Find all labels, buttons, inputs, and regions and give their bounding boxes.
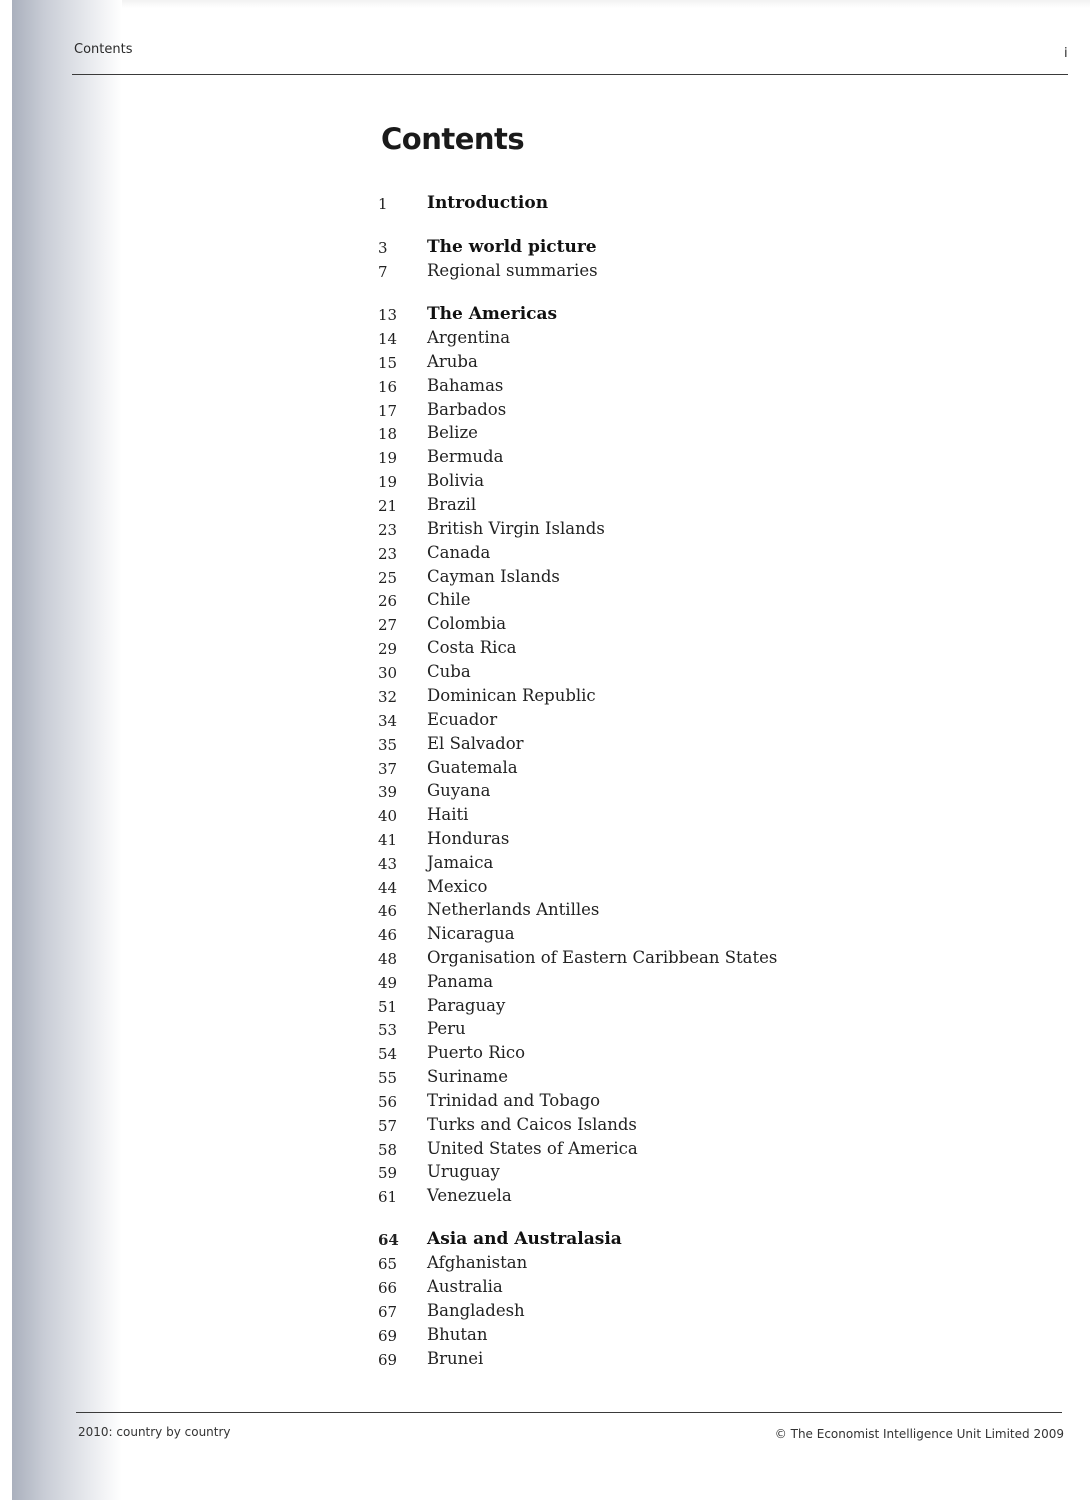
- toc-entry: [376, 566, 836, 588]
- toc-entry-label: Belize: [427, 423, 478, 442]
- toc-entry-label: Haiti: [427, 805, 469, 824]
- toc-entry-label: United States of America: [427, 1139, 638, 1158]
- toc-page-number: 55: [378, 1069, 398, 1087]
- toc-entry-label: Trinidad and Tobago: [427, 1091, 601, 1110]
- toc-page-number: 18: [378, 425, 398, 443]
- toc-entry: [376, 709, 836, 731]
- toc-entry: [376, 446, 836, 468]
- toc-entry-label: Cuba: [427, 662, 471, 681]
- toc-entry-label: Guyana: [427, 781, 491, 800]
- toc-page-number: 34: [378, 712, 398, 730]
- toc-entry-label: Ecuador: [427, 710, 498, 729]
- toc-page-number: 56: [378, 1093, 398, 1111]
- toc-entry-label: Panama: [427, 972, 494, 991]
- toc-entry: [376, 1090, 836, 1112]
- toc-page-number: 65: [378, 1255, 398, 1273]
- toc-entry: [376, 685, 836, 707]
- toc-entry: [376, 1161, 836, 1183]
- toc-entry-label: Venezuela: [427, 1186, 512, 1205]
- toc-entry-label: Introduction: [427, 193, 549, 213]
- toc-entry-label: Guatemala: [427, 758, 518, 777]
- toc-entry: [376, 1185, 836, 1207]
- toc-entry-label: Dominican Republic: [427, 686, 596, 705]
- page-title: Contents: [381, 122, 525, 156]
- toc-entry-label: Mexico: [427, 877, 488, 896]
- toc-entry-label: The Americas: [427, 304, 558, 324]
- toc-page-number: 49: [378, 974, 398, 992]
- toc-entry-label: Turks and Caicos Islands: [427, 1115, 637, 1134]
- toc-page-number: 19: [378, 473, 398, 491]
- toc-page-number: 1: [378, 195, 388, 213]
- toc-entry: [376, 1138, 836, 1160]
- toc-page-number: 48: [378, 950, 398, 968]
- running-header-title: Contents: [74, 42, 133, 57]
- toc-page-number: 30: [378, 664, 398, 682]
- toc-page-number: 13: [378, 306, 398, 324]
- toc-page-number: 35: [378, 736, 398, 754]
- toc-entry-label: Bhutan: [427, 1325, 488, 1344]
- toc-page-number: 53: [378, 1021, 398, 1039]
- toc-entry-label: Aruba: [427, 352, 478, 371]
- toc-entry-label: Peru: [427, 1019, 466, 1038]
- toc-entry-label: Barbados: [427, 400, 507, 419]
- toc-entry-label: Asia and Australasia: [427, 1229, 622, 1249]
- toc-entry: [376, 828, 836, 850]
- toc-entry: [376, 1018, 836, 1040]
- toc-entry-label: Argentina: [427, 328, 511, 347]
- toc-page-number: 14: [378, 330, 398, 348]
- toc-entry-label: Colombia: [427, 614, 507, 633]
- toc-entry-label: Afghanistan: [427, 1253, 528, 1272]
- toc-section-heading: [376, 1228, 836, 1250]
- toc-entry: [376, 613, 836, 635]
- footer-copyright: © The Economist Intelligence Unit Limited 2009: [774, 1427, 1064, 1441]
- toc-entry-label: Paraguay: [427, 996, 506, 1015]
- toc-entry: [376, 518, 836, 540]
- toc-page-number: 7: [378, 263, 388, 281]
- toc-page-number: 69: [378, 1327, 398, 1345]
- toc-entry: [376, 1042, 836, 1064]
- toc-entry: [376, 637, 836, 659]
- toc-entry: [376, 780, 836, 802]
- toc-page-number: 39: [378, 783, 398, 801]
- toc-entry: [376, 1324, 836, 1346]
- toc-page-number: 3: [378, 239, 388, 257]
- toc-page-number: 64: [378, 1231, 399, 1249]
- toc-entry: [376, 757, 836, 779]
- toc-entry: [376, 804, 836, 826]
- toc-entry-label: Chile: [427, 590, 471, 609]
- toc-page-number: 57: [378, 1117, 398, 1135]
- toc-page-number: 43: [378, 855, 398, 873]
- toc-page-number: 46: [378, 926, 398, 944]
- toc-page-number: 40: [378, 807, 398, 825]
- toc-entry: [376, 351, 836, 373]
- toc-page-number: 46: [378, 902, 398, 920]
- toc-entry-label: Bangladesh: [427, 1301, 525, 1320]
- toc-page-number: 37: [378, 760, 398, 778]
- toc-entry-label: Bolivia: [427, 471, 485, 490]
- toc-entry: [376, 470, 836, 492]
- toc-page-number: 23: [378, 521, 398, 539]
- footer-publication-title: 2010: country by country: [78, 1425, 231, 1439]
- toc-page-number: 27: [378, 616, 398, 634]
- toc-section-heading: [376, 192, 836, 214]
- page-spine: [0, 0, 12, 1500]
- toc-entry-label: Australia: [427, 1277, 503, 1296]
- toc-entry: [376, 1066, 836, 1088]
- toc-entry-label: Canada: [427, 543, 491, 562]
- toc-page-number: 29: [378, 640, 398, 658]
- toc-page-number: 66: [378, 1279, 398, 1297]
- toc-entry-label: Netherlands Antilles: [427, 900, 600, 919]
- toc-entry: [376, 947, 836, 969]
- toc-entry-label: Puerto Rico: [427, 1043, 526, 1062]
- toc-page-number: 61: [378, 1188, 398, 1206]
- toc-entry: [376, 733, 836, 755]
- toc-entry-label: Suriname: [427, 1067, 508, 1086]
- toc-entry-label: Bermuda: [427, 447, 504, 466]
- toc-section-heading: [376, 303, 836, 325]
- toc-entry: [376, 995, 836, 1017]
- toc-entry: [376, 494, 836, 516]
- toc-entry-label: Brunei: [427, 1349, 484, 1368]
- toc-page-number: 25: [378, 569, 398, 587]
- toc-entry: [376, 399, 836, 421]
- toc-page-number: 51: [378, 998, 398, 1016]
- toc-page-number: 32: [378, 688, 398, 706]
- toc-entry: [376, 923, 836, 945]
- toc-entry-label: Bahamas: [427, 376, 504, 395]
- toc-entry: [376, 1300, 836, 1322]
- toc-entry: [376, 1276, 836, 1298]
- toc-entry: [376, 422, 836, 444]
- footer-rule: [76, 1412, 1062, 1413]
- toc-entry-label: Brazil: [427, 495, 477, 514]
- toc-entry-label: Nicaragua: [427, 924, 515, 943]
- toc-entry: [376, 876, 836, 898]
- toc-entry: [376, 661, 836, 683]
- toc-page-number: 69: [378, 1351, 398, 1369]
- toc-entry: [376, 375, 836, 397]
- toc-entry-label: Costa Rica: [427, 638, 517, 657]
- toc-page-number: 26: [378, 592, 398, 610]
- toc-entry-label: Jamaica: [427, 853, 494, 872]
- toc-entry: [376, 542, 836, 564]
- toc-page-number: 58: [378, 1141, 398, 1159]
- toc-page-number: 67: [378, 1303, 398, 1321]
- toc-entry-label: Uruguay: [427, 1162, 500, 1181]
- toc-page-number: 41: [378, 831, 398, 849]
- toc-page-number: 19: [378, 449, 398, 467]
- toc-entry-label: Organisation of Eastern Caribbean States: [427, 948, 778, 967]
- toc-page-number: 44: [378, 879, 398, 897]
- toc-entry-label: Regional summaries: [427, 261, 598, 280]
- toc-entry: [376, 260, 836, 282]
- toc-entry: [376, 1252, 836, 1274]
- header-rule: [72, 74, 1068, 75]
- toc-entry: [376, 1114, 836, 1136]
- page-number: i: [1064, 46, 1068, 61]
- toc-entry: [376, 589, 836, 611]
- toc-entry-label: Honduras: [427, 829, 510, 848]
- toc-page-number: 21: [378, 497, 398, 515]
- toc-entry: [376, 1348, 836, 1370]
- binding-shadow: [12, 0, 122, 1500]
- toc-page-number: 54: [378, 1045, 398, 1063]
- toc-page-number: 23: [378, 545, 398, 563]
- toc-page-number: 17: [378, 402, 398, 420]
- toc-entry-label: Cayman Islands: [427, 567, 560, 586]
- toc-entry: [376, 852, 836, 874]
- toc-entry: [376, 327, 836, 349]
- toc-section-heading: [376, 236, 836, 258]
- toc-entry: [376, 971, 836, 993]
- toc-page-number: 16: [378, 378, 398, 396]
- toc-entry-label: El Salvador: [427, 734, 524, 753]
- scan-edge: [0, 0, 1090, 8]
- toc-page-number: 15: [378, 354, 398, 372]
- toc-entry: [376, 899, 836, 921]
- toc-entry-label: British Virgin Islands: [427, 519, 605, 538]
- toc-page-number: 59: [378, 1164, 398, 1182]
- toc-entry-label: The world picture: [427, 237, 597, 257]
